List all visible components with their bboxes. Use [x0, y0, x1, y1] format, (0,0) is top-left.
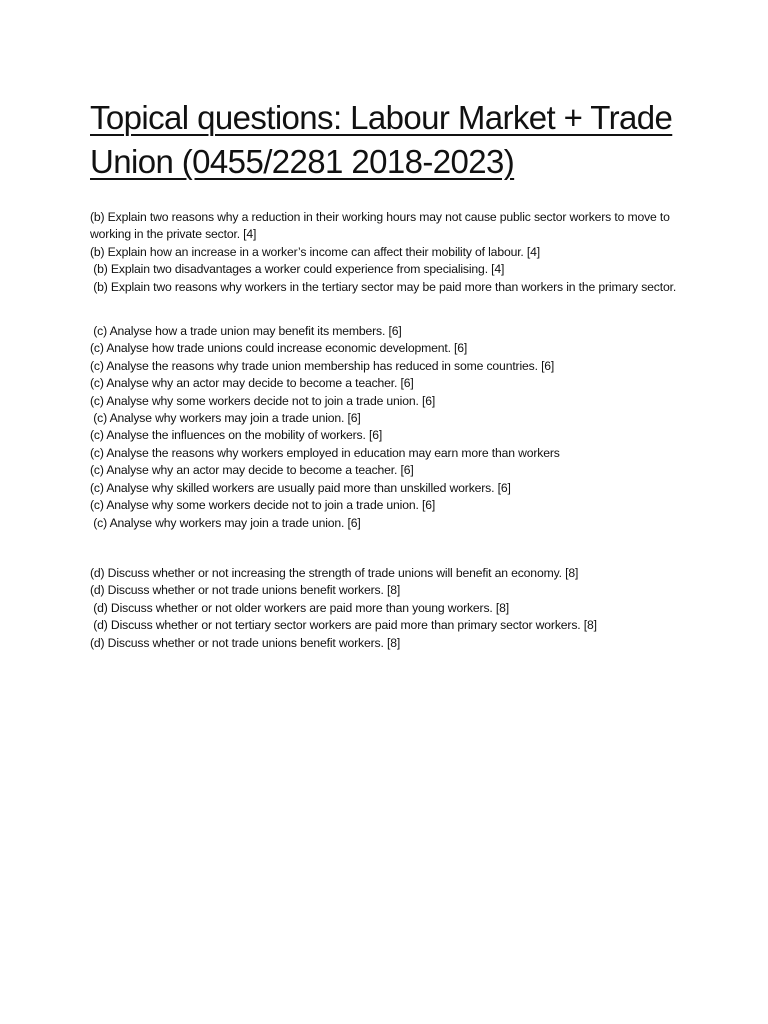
- question-d-5: (d) Discuss whether or not trade unions benefit workers. [8]: [90, 635, 401, 650]
- document-title: [90, 96, 680, 184]
- question-b-4: (b) Explain two reasons why workers in the tertiary sector may be paid more than workers in the primary sector.: [90, 279, 677, 294]
- question-b-1: (b) Explain two reasons why a reduction in their working hours may not cause public sector workers to move to working in the private sector. [4]: [90, 210, 674, 242]
- question-c-8: (c) Analyse the reasons why workers employed in education may earn more than workers: [90, 445, 560, 460]
- question-c-2: (c) Analyse how trade unions could increase economic development. [6]: [90, 341, 468, 356]
- question-d-1: (d) Discuss whether or not increasing the strength of trade unions will benefit an economy. [8]: [90, 565, 579, 580]
- document-page: [90, 96, 680, 652]
- question-b-3: (b) Explain two disadvantages a worker could experience from specialising. [4]: [90, 262, 505, 277]
- document-title-text: Topical questions: Labour Market + Trade Union (0455/2281 2018-2023): [90, 99, 673, 180]
- question-d-3: (d) Discuss whether or not older workers are paid more than young workers. [8]: [90, 600, 509, 615]
- question-c-6: (c) Analyse why workers may join a trade union. [6]: [90, 411, 361, 426]
- question-c-3: (c) Analyse the reasons why trade union membership has reduced in some countries. [6]: [90, 358, 555, 373]
- question-b-2: (b) Explain how an increase in a worker’s income can affect their mobility of labour. [4]: [90, 244, 541, 259]
- section-b-questions: [90, 209, 680, 296]
- question-c-1: (c) Analyse how a trade union may benefit its members. [6]: [90, 324, 402, 339]
- section-c-questions: [90, 323, 680, 532]
- question-d-2: (d) Discuss whether or not trade unions benefit workers. [8]: [90, 583, 401, 598]
- question-c-10: (c) Analyse why skilled workers are usually paid more than unskilled workers. [6]: [90, 480, 511, 495]
- section-d-questions: [90, 565, 680, 652]
- question-c-12: (c) Analyse why workers may join a trade union. [6]: [90, 515, 361, 530]
- question-c-4: (c) Analyse why an actor may decide to become a teacher. [6]: [90, 376, 414, 391]
- question-c-9: (c) Analyse why an actor may decide to become a teacher. [6]: [90, 463, 414, 478]
- question-d-4: (d) Discuss whether or not tertiary sector workers are paid more than primary sector workers. [8]: [90, 618, 597, 633]
- question-c-7: (c) Analyse the influences on the mobility of workers. [6]: [90, 428, 383, 443]
- question-c-5: (c) Analyse why some workers decide not to join a trade union. [6]: [90, 393, 436, 408]
- question-c-11: (c) Analyse why some workers decide not to join a trade union. [6]: [90, 498, 436, 513]
